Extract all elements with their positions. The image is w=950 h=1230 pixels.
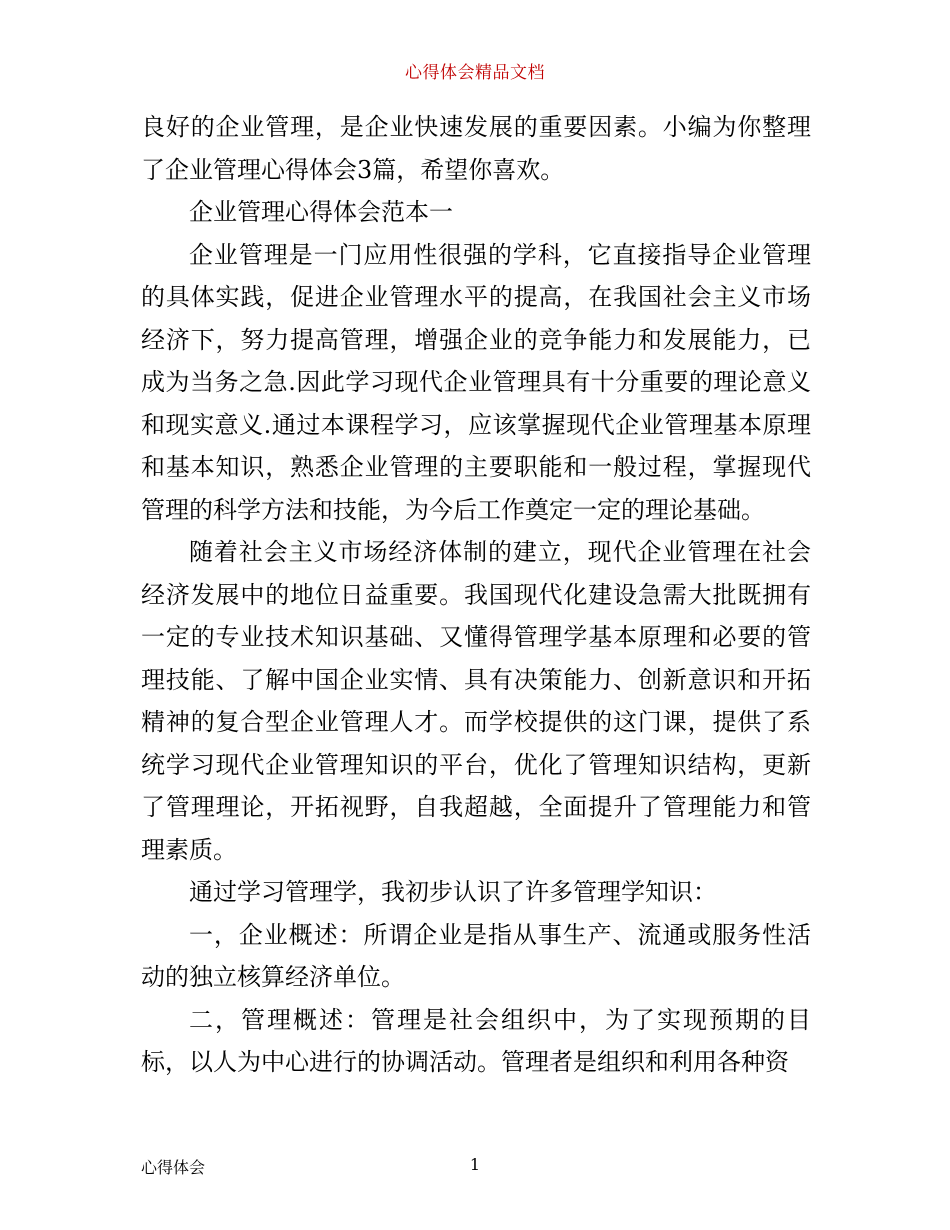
body-paragraph: 随着社会主义市场经济体制的建立，现代企业管理在社会经济发展中的地位日益重要。我国现代化建设急需大批既拥有一定的专业技术知识基础、又懂得管理学基本原理和必要的管理技能、了解中国企业实情、具有决策能力、创新意识和开拓精神的复合型企业管理人才。而学校提供的这门课，提供了系统学习现代企业管理知识的平台，优化了管理知识结构，更新了管理理论，开拓视野，自我超越，全面提升了管理能力和管理素质。 bbox=[141, 538, 811, 864]
footer-label: 心得体会 bbox=[141, 1158, 206, 1177]
body-paragraph: 二，管理概述：管理是社会组织中，为了实现预期的目标，以人为中心进行的协调活动。管理者是组织和利用各种资 bbox=[141, 1005, 811, 1076]
intro-paragraph: 良好的企业管理，是企业快速发展的重要因素。小编为你整理了企业管理心得体会3篇，希望你喜欢。 bbox=[141, 113, 811, 184]
document-header-title: 心得体会精品文档 bbox=[405, 63, 545, 83]
body-paragraph: 企业管理是一门应用性很强的学科，它直接指导企业管理的具体实践，促进企业管理水平的提高，在我国社会主义市场经济下，努力提高管理，增强企业的竞争能力和发展能力，已成为当务之急.因此学习现代企业管理具有十分重要的理论意义和现实意义.通过本课程学习，应该掌握现代企业管理基本原理和基本知识，熟悉企业管理的主要职能和一般过程，掌握现代管理的科学方法和技能，为今后工作奠定一定的理论基础。 bbox=[141, 240, 811, 524]
page-number: 1 bbox=[469, 1155, 481, 1174]
body-paragraph: 一，企业概述：所谓企业是指从事生产、流通或服务性活动的独立核算经济单位。 bbox=[141, 920, 811, 991]
section-heading: 企业管理心得体会范本一 bbox=[189, 198, 453, 226]
document-body bbox=[141, 106, 811, 1084]
body-paragraph: 通过学习管理学，我初步认识了许多管理学知识： bbox=[189, 878, 717, 906]
